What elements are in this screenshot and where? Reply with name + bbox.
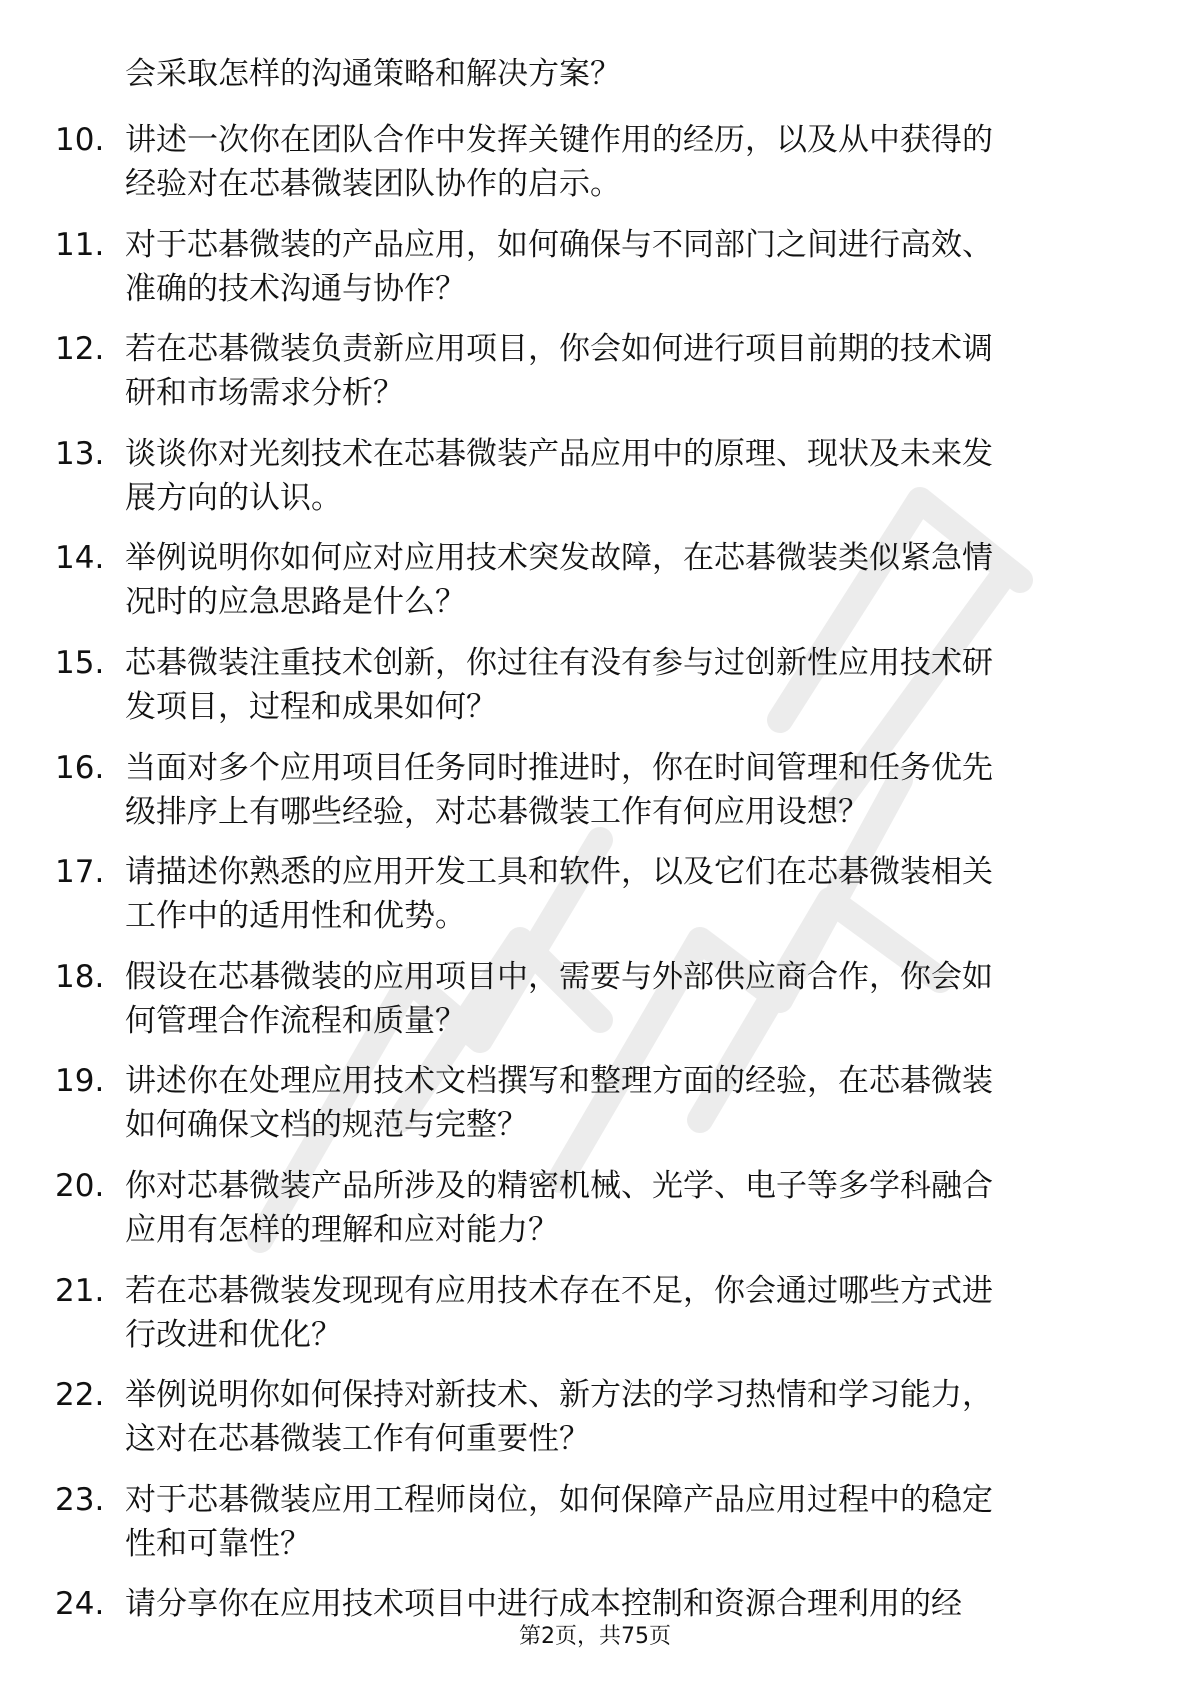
question-number: 12. [55, 331, 105, 368]
question-item [0, 746, 1190, 838]
question-number: 22. [55, 1377, 105, 1414]
question-text-line: 假设在芯碁微装的应用项目中，需要与外部供应商合作，你会如 [125, 958, 993, 995]
question-number: 15. [55, 644, 105, 681]
question-item [0, 641, 1190, 733]
question-number: 24. [55, 1586, 105, 1623]
question-number: 16. [55, 749, 105, 786]
question-text-line: 行改进和优化？ [125, 1316, 342, 1353]
question-item [0, 1269, 1190, 1361]
question-text-line: 如何确保文档的规范与完整？ [125, 1107, 528, 1144]
question-item [0, 536, 1190, 628]
question-number: 17. [55, 854, 105, 891]
question-number: 19. [55, 1063, 105, 1100]
question-text-line: 这对在芯碁微装工作有何重要性？ [125, 1421, 590, 1458]
question-number: 18. [55, 958, 105, 995]
question-text-line: 芯碁微装注重技术创新，你过往有没有参与过创新性应用技术研 [125, 644, 993, 681]
question-number: 13. [55, 435, 105, 472]
question-text-line: 对于芯碁微装应用工程师岗位，如何保障产品应用过程中的稳定 [125, 1481, 993, 1518]
question-item [0, 1373, 1190, 1465]
question-number: 11. [55, 226, 105, 263]
question-list [0, 118, 1190, 1687]
question-item [0, 1478, 1190, 1570]
question-text-line: 何管理合作流程和质量？ [125, 1002, 466, 1039]
question-item [0, 432, 1190, 524]
question-item [0, 118, 1190, 210]
question-text-line: 况时的应急思路是什么？ [125, 584, 466, 621]
question-number: 20. [55, 1167, 105, 1204]
question-text-line: 对于芯碁微装的产品应用，如何确保与不同部门之间进行高效、 [125, 226, 993, 263]
question-text-line: 请描述你熟悉的应用开发工具和软件，以及它们在芯碁微装相关 [125, 854, 993, 891]
question-item [0, 223, 1190, 315]
question-text-line: 展方向的认识。 [125, 479, 342, 516]
question-text-line: 发项目，过程和成果如何？ [125, 688, 497, 725]
question-item [0, 1164, 1190, 1256]
question-text-line: 当面对多个应用项目任务同时推进时，你在时间管理和任务优先 [125, 749, 993, 786]
question-text-line: 研和市场需求分析？ [125, 375, 404, 412]
question-text-line: 谈谈你对光刻技术在芯碁微装产品应用中的原理、现状及未来发 [125, 435, 993, 472]
question-text-line: 讲述一次你在团队合作中发挥关键作用的经历，以及从中获得的 [125, 122, 993, 158]
question-text-line: 举例说明你如何保持对新技术、新方法的学习热情和学习能力， [125, 1377, 993, 1414]
question-text-line: 若在芯碁微装负责新应用项目，你会如何进行项目前期的技术调 [125, 331, 993, 368]
question-text-line: 应用有怎样的理解和应对能力？ [125, 1211, 559, 1248]
question-text-line: 经验对在芯碁微装团队协作的启示。 [125, 166, 621, 202]
question-text-line: 讲述你在处理应用技术文档撰写和整理方面的经验，在芯碁微装 [125, 1063, 993, 1100]
question-number: 10. [55, 122, 105, 158]
question-text-line: 性和可靠性？ [125, 1525, 311, 1562]
page-footer [0, 1622, 1190, 1652]
question-item [0, 955, 1190, 1047]
question-text-line: 你对芯碁微装产品所涉及的精密机械、光学、电子等多学科融合 [125, 1167, 993, 1204]
question-number: 23. [55, 1481, 105, 1518]
question-text-line: 若在芯碁微装发现现有应用技术存在不足，你会通过哪些方式进 [125, 1272, 993, 1309]
question-text-line: 级排序上有哪些经验，对芯碁微装工作有何应用设想？ [125, 793, 869, 830]
question-text-line: 举例说明你如何应对应用技术突发故障，在芯碁微装类似紧急情 [125, 540, 993, 577]
question-item [0, 1059, 1190, 1151]
question-text-line: 准确的技术沟通与协作？ [125, 270, 466, 307]
question-item [0, 850, 1190, 942]
question-item [0, 327, 1190, 419]
question-number: 21. [55, 1272, 105, 1309]
question-text-line: 工作中的适用性和优势。 [125, 898, 466, 935]
question-number: 14. [55, 540, 105, 577]
page-number-label: 第2页，共75页 [519, 1624, 671, 1649]
question-text-line: 请分享你在应用技术项目中进行成本控制和资源合理利用的经 [125, 1586, 962, 1623]
continuation-line: 会采取怎样的沟通策略和解决方案？ [125, 56, 621, 92]
